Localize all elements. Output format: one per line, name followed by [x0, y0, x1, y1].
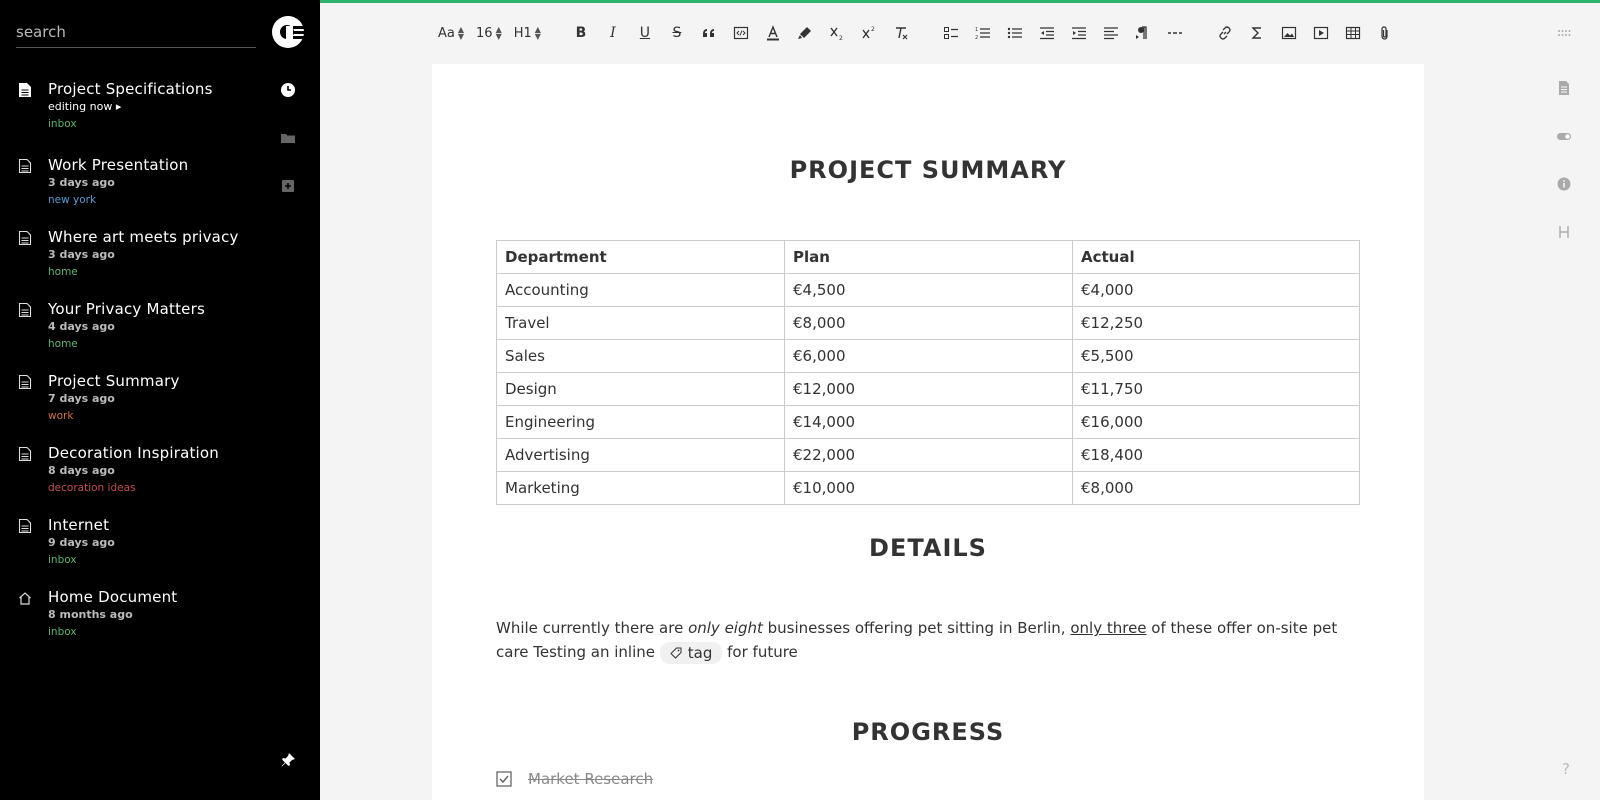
- table-cell[interactable]: €5,500: [1073, 340, 1360, 373]
- document-icon[interactable]: [1556, 80, 1572, 96]
- note-icon: [18, 158, 32, 174]
- note-title: Work Presentation: [48, 156, 189, 174]
- table-cell[interactable]: Sales: [497, 340, 785, 373]
- table-cell[interactable]: €4,000: [1073, 274, 1360, 307]
- home-icon: [18, 590, 32, 606]
- table-cell[interactable]: Design: [497, 373, 785, 406]
- checked-box-icon[interactable]: [496, 771, 512, 787]
- table-cell[interactable]: Travel: [497, 307, 785, 340]
- svg-text:1: 1: [974, 27, 979, 33]
- highlight-button[interactable]: [789, 18, 821, 48]
- table-cell[interactable]: €10,000: [785, 472, 1073, 505]
- image-button[interactable]: [1273, 18, 1305, 48]
- note-timestamp: 8 days ago: [48, 464, 115, 477]
- horizontal-rule-icon: [1167, 25, 1183, 41]
- note-timestamp: 7 days ago: [48, 392, 115, 405]
- sigma-icon: [1249, 25, 1265, 41]
- note-tag: home: [48, 266, 78, 278]
- font-style-label: Aa: [438, 25, 455, 41]
- subscript-button[interactable]: [821, 18, 853, 48]
- italic-label: I: [610, 25, 616, 41]
- svg-text:2: 2: [870, 26, 875, 33]
- code-icon: [733, 25, 749, 41]
- quote-icon: [701, 25, 717, 41]
- add-note-icon[interactable]: [278, 176, 298, 196]
- table-cell[interactable]: €16,000: [1073, 406, 1360, 439]
- subscript-icon: [829, 25, 845, 41]
- note-icon: [18, 302, 32, 318]
- note-item[interactable]: [0, 74, 270, 150]
- align-left-icon: [1103, 25, 1119, 41]
- table-row: [497, 406, 1360, 439]
- heading-label: H1: [513, 25, 532, 41]
- paragraph-text: While currently there are: [496, 619, 689, 637]
- note-tag: home: [48, 338, 78, 350]
- paragraph-text: businesses offering pet sitting in Berlin,: [762, 619, 1071, 637]
- note-list: [0, 74, 270, 654]
- strikethrough-button[interactable]: [661, 18, 693, 48]
- document-title: PROJECT SUMMARY: [789, 156, 1067, 184]
- link-icon: [1217, 25, 1233, 41]
- paragraph-text: for future: [722, 643, 798, 661]
- table-cell[interactable]: €18,400: [1073, 439, 1360, 472]
- toggle-icon[interactable]: [1556, 128, 1572, 144]
- underline-button[interactable]: [629, 18, 661, 48]
- table-cell[interactable]: €12,250: [1073, 307, 1360, 340]
- ordered-list-button[interactable]: [967, 18, 999, 48]
- table-button[interactable]: [1337, 18, 1369, 48]
- table-cell[interactable]: €11,750: [1073, 373, 1360, 406]
- clear-format-icon: [893, 25, 909, 41]
- note-tag: work: [48, 410, 74, 422]
- table-row: [497, 439, 1360, 472]
- formula-button[interactable]: [1241, 18, 1273, 48]
- font-size-label: 16: [476, 25, 493, 41]
- table-cell[interactable]: Accounting: [497, 274, 785, 307]
- search-input[interactable]: [16, 18, 256, 46]
- outdent-icon: [1039, 25, 1055, 41]
- table-cell[interactable]: Marketing: [497, 472, 785, 505]
- progress-heading: PROGRESS: [851, 718, 1005, 746]
- paragraph-underline: only three: [1070, 619, 1147, 637]
- table-row: [497, 472, 1360, 505]
- clear-format-button[interactable]: [885, 18, 917, 48]
- paperclip-icon: [1377, 25, 1393, 41]
- bullet-list-icon: [1007, 25, 1023, 41]
- sidebar: [0, 0, 320, 800]
- paragraph-direction-icon: [1135, 25, 1151, 41]
- table-row: [497, 340, 1360, 373]
- bullet-list-button[interactable]: [999, 18, 1031, 48]
- note-tag: inbox: [48, 626, 77, 638]
- progress-accent-bar: [320, 0, 1600, 3]
- info-icon[interactable]: [1556, 176, 1572, 192]
- table-cell[interactable]: €14,000: [785, 406, 1073, 439]
- ordered-list-icon: [975, 25, 991, 41]
- checklist-icon: [943, 25, 959, 41]
- paragraph-text: of these offer on-site pet care Testing an inline: [496, 619, 1338, 661]
- search-wrap: [16, 18, 256, 48]
- table-cell[interactable]: €12,000: [785, 373, 1073, 406]
- checklist-item[interactable]: [496, 770, 653, 788]
- note-timestamp: 4 days ago: [48, 320, 115, 333]
- editor-toolbar: [432, 18, 1401, 48]
- horizontal-rule-button[interactable]: [1159, 18, 1191, 48]
- table-cell[interactable]: €4,500: [785, 274, 1073, 307]
- note-icon: [18, 230, 32, 246]
- table-header-cell: Plan: [785, 241, 1073, 274]
- inline-tag-label: tag: [687, 643, 713, 662]
- note-title: Project Specifications: [48, 80, 213, 98]
- note-timestamp: editing now ▸: [48, 100, 122, 113]
- updown-arrows-icon: ▲ ▼: [534, 25, 541, 41]
- table-cell[interactable]: €6,000: [785, 340, 1073, 373]
- note-item[interactable]: [0, 366, 270, 438]
- note-title: Your Privacy Matters: [48, 300, 205, 318]
- clock-icon[interactable]: [278, 80, 298, 100]
- note-tag: new york: [48, 194, 97, 206]
- note-item[interactable]: [0, 438, 270, 510]
- note-icon: [18, 518, 32, 534]
- table-cell[interactable]: €22,000: [785, 439, 1073, 472]
- table-header-row: [497, 241, 1360, 274]
- table-icon: [1345, 25, 1361, 41]
- note-title: Project Summary: [48, 372, 180, 390]
- note-timestamp: 3 days ago: [48, 248, 115, 261]
- table-cell[interactable]: €8,000: [1073, 472, 1360, 505]
- note-tag: inbox: [48, 554, 77, 566]
- font-size-select[interactable]: [470, 18, 508, 48]
- table-header-cell: Department: [497, 241, 785, 274]
- table-row: [497, 373, 1360, 406]
- pin-icon[interactable]: [280, 752, 296, 768]
- headings-icon[interactable]: [1556, 224, 1572, 240]
- folder-icon[interactable]: [278, 128, 298, 148]
- note-timestamp: 9 days ago: [48, 536, 115, 549]
- note-item[interactable]: [0, 510, 270, 582]
- note-title: Decoration Inspiration: [48, 444, 219, 462]
- svg-text:2: 2: [974, 35, 979, 41]
- underline-label: U: [639, 25, 651, 41]
- note-title: Home Document: [48, 588, 178, 606]
- image-icon: [1281, 25, 1297, 41]
- indent-icon: [1071, 25, 1087, 41]
- table-header-cell: Actual: [1073, 241, 1360, 274]
- video-button[interactable]: [1305, 18, 1337, 48]
- attachment-button[interactable]: [1369, 18, 1401, 48]
- details-heading: DETAILS: [869, 534, 987, 562]
- table-cell[interactable]: €8,000: [785, 307, 1073, 340]
- budget-table: [496, 240, 1360, 505]
- text-color-icon: [765, 25, 781, 41]
- heading-select[interactable]: [508, 18, 547, 48]
- updown-arrows-icon: ▲ ▼: [495, 25, 502, 41]
- text-direction-button[interactable]: [1127, 18, 1159, 48]
- app-logo-icon[interactable]: [272, 16, 304, 48]
- details-paragraph: [496, 616, 1362, 664]
- align-button[interactable]: [1095, 18, 1127, 48]
- note-item[interactable]: [0, 294, 270, 366]
- note-item[interactable]: [0, 150, 270, 222]
- font-style-select[interactable]: [432, 18, 470, 48]
- note-timestamp: 8 months ago: [48, 608, 133, 621]
- strike-label: S: [672, 25, 682, 41]
- grid-dots-icon[interactable]: [1556, 26, 1572, 42]
- note-item[interactable]: [0, 582, 270, 654]
- video-icon: [1313, 25, 1329, 41]
- note-tag: decoration ideas: [48, 482, 136, 494]
- highlighter-icon: [797, 25, 813, 41]
- svg-text:2: 2: [838, 35, 843, 41]
- bold-label: B: [575, 25, 587, 41]
- checklist-item-label: Market Research: [528, 770, 654, 788]
- indent-button[interactable]: [1063, 18, 1095, 48]
- code-button[interactable]: [725, 18, 757, 48]
- note-title: Where art meets privacy: [48, 228, 239, 246]
- note-title: Internet: [48, 516, 110, 534]
- text-color-button[interactable]: [757, 18, 789, 48]
- superscript-button[interactable]: [853, 18, 885, 48]
- note-filled-icon: [18, 82, 32, 98]
- help-button[interactable]: ?: [1562, 760, 1570, 778]
- italic-button[interactable]: [597, 18, 629, 48]
- table-row: [497, 307, 1360, 340]
- note-item[interactable]: [0, 222, 270, 294]
- paragraph-emphasis: only eight: [688, 619, 763, 637]
- quote-button[interactable]: [693, 18, 725, 48]
- outdent-button[interactable]: [1031, 18, 1063, 48]
- document-page[interactable]: [432, 64, 1424, 800]
- note-icon: [18, 446, 32, 462]
- inline-tag-chip[interactable]: [660, 642, 723, 664]
- checklist-button[interactable]: [935, 18, 967, 48]
- note-icon: [18, 374, 32, 390]
- table-row: [497, 274, 1360, 307]
- superscript-icon: [861, 25, 877, 41]
- tag-icon: [670, 647, 682, 659]
- note-timestamp: 3 days ago: [48, 176, 115, 189]
- updown-arrows-icon: ▲ ▼: [457, 25, 465, 41]
- table-cell[interactable]: Advertising: [497, 439, 785, 472]
- table-cell[interactable]: Engineering: [497, 406, 785, 439]
- bold-button[interactable]: [565, 18, 597, 48]
- note-tag: inbox: [48, 118, 77, 130]
- link-button[interactable]: [1209, 18, 1241, 48]
